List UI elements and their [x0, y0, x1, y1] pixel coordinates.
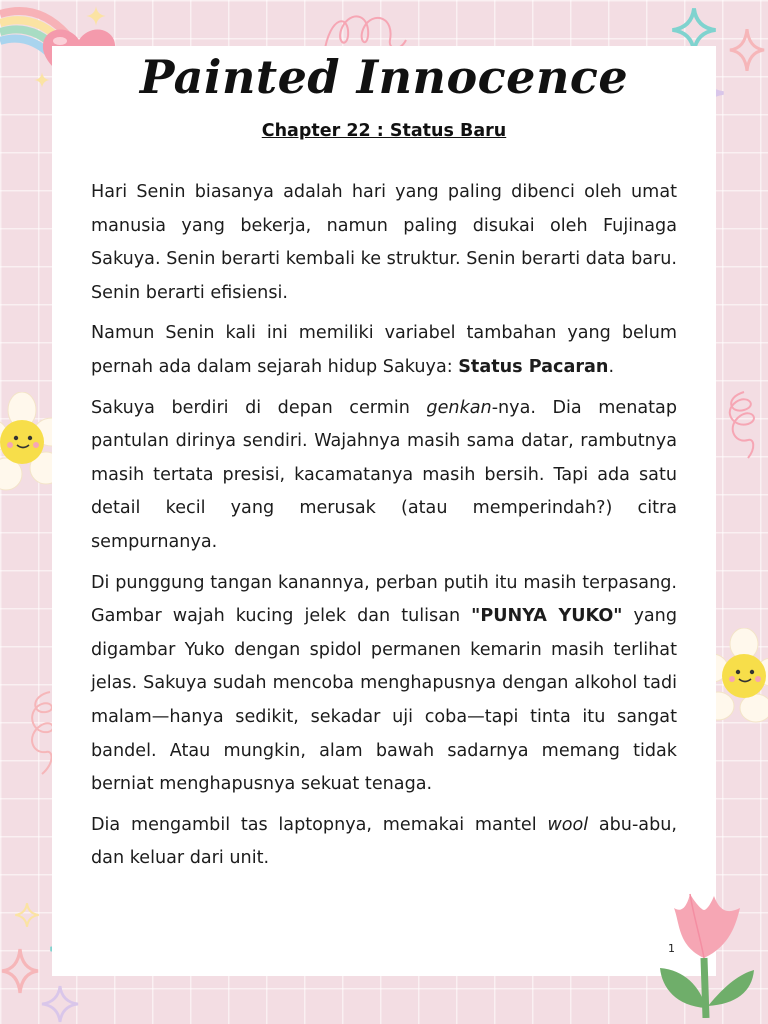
italic-text-run: wool: [547, 814, 589, 835]
text-run: abu-abu, dan keluar dari unit.: [91, 814, 677, 869]
text-run: Namun Senin kali ini memiliki variabel tambahan yang belum pernah ada dalam sejarah hidup Sakuya:: [91, 323, 677, 377]
text-run: Hari Senin biasanya adalah hari yang paling dibenci oleh umat manusia yang bekerja, namun paling disukai oleh Fujinaga Sakuya. Senin berarti kembali ke struktur. Senin berarti data baru. Senin berarti efisiensi.: [91, 182, 677, 303]
paragraph: [91, 176, 677, 310]
italic-text-run: genkan: [426, 397, 492, 418]
paragraph: [91, 567, 677, 802]
text-run: yang digambar Yuko dengan spidol permanen kemarin masih terlihat jelas. Sakuya sudah mencoba menghapusnya dengan alkohol tadi malam—hanya sedikit, sekadar uji coba—tapi tinta itu sangat bandel. Atau mungkin, alam bawah sadarnya memang tidak berniat menghapusnya sekuat tenaga.: [91, 606, 677, 795]
paragraph: [91, 809, 677, 876]
sparkle-icon: [34, 72, 50, 88]
text-run: Dia mengambil tas laptopnya, memakai mantel: [91, 814, 548, 835]
text-run: Di punggung tangan kanannya, perban putih itu masih terpasang. Gambar wajah kucing jelek dan tulisan: [91, 572, 677, 627]
text-run: -nya. Dia menatap pantulan dirinya sendiri. Wajahnya masih sama datar, rambutnya masih tertata presisi, kacamatanya masih bersih. Tapi ada satu detail kecil yang merusak (atau memperindah?) citra sempurnanya.: [91, 397, 677, 552]
sparkle-icon: [14, 902, 40, 928]
text-run: .: [608, 356, 615, 377]
page-number: 1: [668, 942, 675, 955]
paragraph: [91, 317, 677, 384]
bold-text-run: Status Pacaran: [458, 356, 609, 377]
sparkle-icon: [86, 6, 106, 26]
sparkle-icon: [728, 26, 766, 74]
sparkle-icon: [40, 984, 80, 1024]
paragraph: [91, 392, 677, 560]
bold-text-run: "PUNYA YUKO": [471, 606, 623, 627]
sparkle-icon: [0, 946, 40, 996]
text-run: Sakuya berdiri di depan cermin: [91, 397, 427, 418]
chapter-heading: Chapter 22 : Status Baru: [261, 121, 507, 141]
document-title: Painted Innocence: [139, 50, 629, 104]
story-body: [91, 176, 677, 883]
